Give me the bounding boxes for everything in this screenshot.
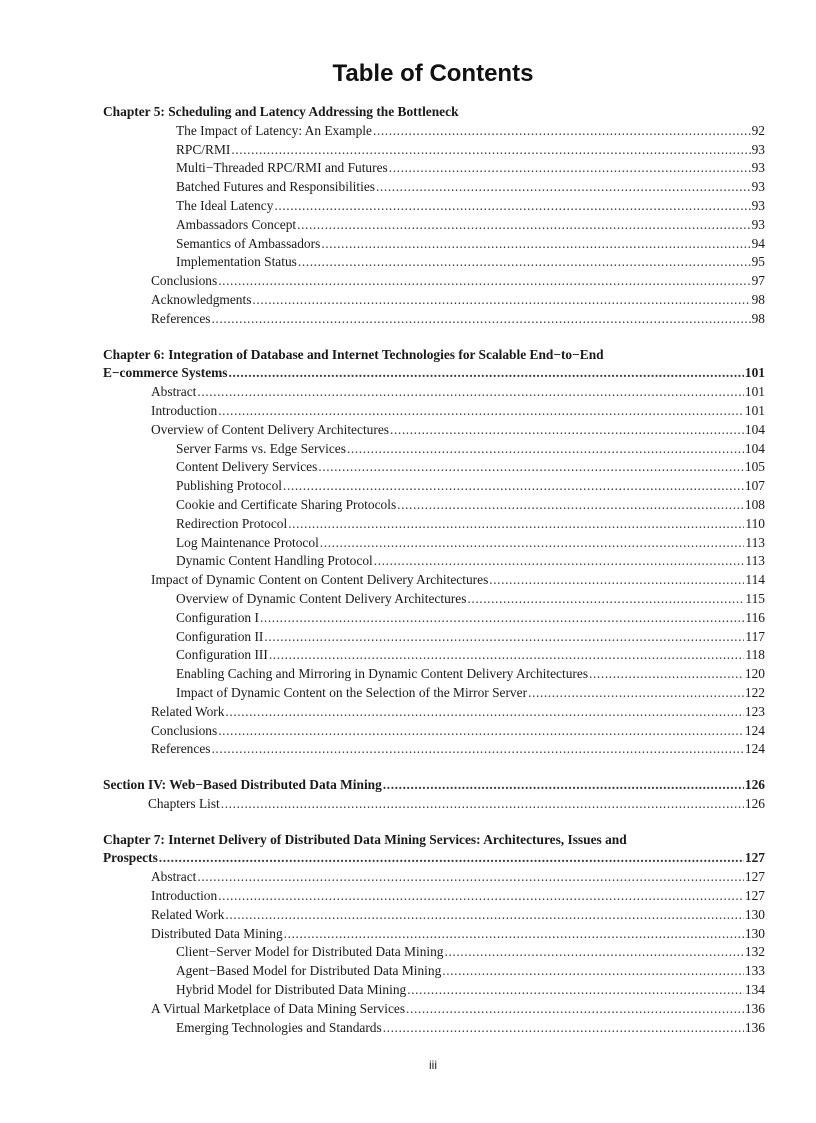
toc-entry-title: Hybrid Model for Distributed Data Mining [176,982,407,998]
section-gap [103,814,765,831]
dot-leader [288,515,744,534]
toc-entry-title: Introduction [151,888,218,904]
toc-entry-title: Client−Server Model for Distributed Data Mining [176,944,444,960]
toc-entry-title: Impact of Dynamic Content on Content Delivery Architectures [151,572,489,588]
dot-leader [211,310,750,329]
toc-page-number: 120 [744,666,765,682]
dot-leader [321,235,750,254]
toc-page-number: 104 [744,421,765,437]
toc-entry-title: Dynamic Content Handling Protocol [176,553,373,569]
dot-leader [318,458,744,477]
toc-entry[interactable] [103,178,765,197]
toc-entry-title: Impact of Dynamic Content on the Selection of the Mirror Server [176,684,528,700]
toc-entry[interactable] [103,291,765,310]
toc-entry-title: Content Delivery Services [176,459,318,475]
chapter-heading[interactable]: Chapter 6: Integration of Database and Internet Technologies for Scalable End−to−End [103,346,604,362]
toc-entry[interactable] [103,665,765,684]
chapter-heading-line[interactable] [103,849,765,868]
toc-entry-title: Configuration III [176,647,268,663]
dot-leader [320,534,745,553]
toc-entry[interactable] [103,628,765,647]
toc-entry[interactable] [103,272,765,291]
toc-entry-title: Server Farms vs. Edge Services [176,440,346,456]
toc-entry[interactable] [103,122,765,141]
toc-entry-title: The Impact of Latency: An Example [176,122,372,138]
dot-leader [445,943,744,962]
toc-page-number: 113 [745,553,765,569]
toc-entry[interactable] [103,235,765,254]
toc-page-number: 116 [745,609,765,625]
toc-entry[interactable] [103,571,765,590]
toc-entry-title: Log Maintenance Protocol [176,534,319,550]
toc-entry[interactable] [103,795,765,814]
dot-leader [397,496,744,515]
dot-leader [218,722,744,741]
toc-entry-title: Introduction [151,402,218,418]
toc-entry-title: Configuration II [176,628,264,644]
toc-page-number: 127 [744,869,765,885]
toc-page-number: 101 [744,384,765,400]
toc-entry-title: Overview of Dynamic Content Delivery Architectures [176,590,467,606]
dot-leader [159,849,744,868]
toc-entry-title: Related Work [151,906,225,922]
toc-entry[interactable] [103,1019,765,1038]
toc-entry[interactable] [103,197,765,216]
dot-leader [197,868,744,887]
toc-page-number: 124 [744,741,765,757]
toc-page-number: 117 [745,628,765,644]
toc-page-number: 93 [751,160,765,176]
toc-entry[interactable] [103,141,765,160]
toc-page-number: 133 [744,963,765,979]
toc-entry-title: Publishing Protocol [176,478,283,494]
dot-leader [376,178,751,197]
toc-entry-title: Abstract [151,869,197,885]
toc-page-number: 123 [744,703,765,719]
toc-entry-title: Configuration I [176,609,259,625]
toc-entry[interactable] [103,981,765,1000]
dot-leader [298,253,751,272]
toc-page-number: 130 [744,906,765,922]
toc-entry[interactable] [103,943,765,962]
toc-entry[interactable] [103,440,765,459]
dot-leader [225,703,743,722]
toc-entry-title: Section IV: Web−Based Distributed Data Mining [103,777,382,793]
toc-page-number: 108 [744,496,765,512]
toc-entry-title: Agent−Based Model for Distributed Data Mining [176,963,442,979]
toc-entry-title: Overview of Content Delivery Architectures [151,421,389,437]
page-number: iii [429,1058,437,1072]
toc-page-number: 136 [744,1000,765,1016]
dot-leader [347,440,744,459]
toc-entry-title: Conclusions [151,273,218,289]
toc-page-number: 93 [751,197,765,213]
toc-page-number: 97 [751,273,765,289]
toc-page-number: 114 [745,572,765,588]
toc-entry[interactable] [103,515,765,534]
section-gap [103,329,765,346]
dot-leader [211,740,743,759]
dot-leader [589,665,744,684]
dot-leader [264,628,744,647]
toc-entry[interactable] [103,925,765,944]
toc-page-number: 127 [744,888,765,904]
toc-page-number: 130 [744,925,765,941]
toc-page-number: 101 [744,365,765,381]
toc-entry[interactable] [103,962,765,981]
dot-leader [274,197,750,216]
toc-entry-title: Cookie and Certificate Sharing Protocols [176,496,397,512]
chapter-heading[interactable]: Chapter 7: Internet Delivery of Distributed Data Mining Services: Architectures, Issues and [103,831,627,847]
toc-entry[interactable] [103,458,765,477]
toc-entry-title: Distributed Data Mining [151,925,283,941]
toc-entry[interactable] [103,552,765,571]
dot-leader [374,552,745,571]
dot-leader [390,421,744,440]
toc-entry-title: Emerging Technologies and Standards [176,1019,382,1035]
toc-entry[interactable] [103,1000,765,1019]
toc-entry[interactable] [103,703,765,722]
dot-leader [197,383,744,402]
dot-leader [229,364,744,383]
toc-entry[interactable] [103,684,765,703]
toc-page-number: 92 [751,122,765,138]
toc-page-number: 98 [751,310,765,326]
toc-entry[interactable] [103,383,765,402]
chapter-heading-line[interactable] [103,364,765,383]
section-heading-line[interactable] [103,776,765,795]
section-gap [103,759,765,776]
toc-entry-title: Prospects [103,850,158,866]
toc-entry[interactable] [103,421,765,440]
dot-leader [218,272,750,291]
dot-leader [406,1000,744,1019]
toc-entry[interactable] [103,216,765,235]
page-title: Table of Contents [332,60,534,87]
toc-page-number: 93 [751,141,765,157]
toc-entry-title: Semantics of Ambassadors [176,235,321,251]
toc-entry[interactable] [103,868,765,887]
dot-leader [442,962,744,981]
toc-entry-title: Chapters List [148,795,220,811]
dot-leader [218,887,744,906]
toc-entry-title: References [151,310,211,326]
toc-entry[interactable] [103,159,765,178]
toc-page-number: 136 [744,1019,765,1035]
dot-leader [383,776,744,795]
toc-entry[interactable] [103,609,765,628]
dot-leader [383,1019,744,1038]
dot-leader [528,684,744,703]
toc-entry-title: Batched Futures and Responsibilities [176,179,375,195]
toc-page-number: 132 [744,944,765,960]
toc-page-number: 93 [751,179,765,195]
toc-entry-title: References [151,741,211,757]
toc-entry-title: Related Work [151,703,225,719]
toc-page-number: 101 [744,402,765,418]
toc-entry[interactable] [103,402,765,421]
toc-entry[interactable] [103,740,765,759]
toc-entry-title: The Ideal Latency [176,197,274,213]
toc-entry[interactable] [103,534,765,553]
dot-leader [407,981,744,1000]
dot-leader [284,925,744,944]
table-of-contents [103,103,765,1037]
toc-page-number: 134 [744,982,765,998]
toc-page-number: 98 [751,291,765,307]
dot-leader [225,906,743,925]
toc-page-number: 115 [745,590,765,606]
toc-entry[interactable] [103,310,765,329]
toc-page-number: 113 [745,534,765,550]
toc-entry[interactable] [103,496,765,515]
toc-page-number: 126 [744,795,765,811]
dot-leader [269,646,745,665]
toc-page-number: 124 [744,722,765,738]
toc-page-number: 104 [744,440,765,456]
toc-entry[interactable] [103,253,765,272]
toc-entry[interactable] [103,906,765,925]
dot-leader [252,291,750,310]
toc-entry-title: Abstract [151,384,197,400]
toc-entry[interactable] [103,722,765,741]
dot-leader [218,402,744,421]
toc-page-number: 110 [745,515,765,531]
toc-entry[interactable] [103,887,765,906]
dot-leader [467,590,744,609]
dot-leader [297,216,750,235]
dot-leader [231,141,750,160]
toc-page-number: 95 [751,254,765,270]
dot-leader [283,477,744,496]
dot-leader [389,159,751,178]
toc-entry[interactable] [103,590,765,609]
toc-entry-title: E−commerce Systems [103,365,228,381]
dot-leader [489,571,744,590]
toc-entry[interactable] [103,477,765,496]
toc-page-number: 105 [744,459,765,475]
toc-page-number: 118 [745,647,765,663]
chapter-heading[interactable]: Chapter 5: Scheduling and Latency Addressing the Bottleneck [103,104,459,119]
toc-entry-title: Enabling Caching and Mirroring in Dynamic Content Delivery Architectures [176,666,589,682]
toc-entry-title: RPC/RMI [176,141,231,157]
toc-entry-title: Redirection Protocol [176,515,288,531]
toc-page-number: 94 [751,235,765,251]
dot-leader [221,795,744,814]
toc-page-number: 127 [744,850,765,866]
toc-entry-title: Implementation Status [176,254,297,270]
dot-leader [373,122,751,141]
toc-entry-title: A Virtual Marketplace of Data Mining Services [151,1000,406,1016]
toc-entry-title: Multi−Threaded RPC/RMI and Futures [176,160,388,176]
toc-page-number: 122 [744,684,765,700]
dot-leader [260,609,744,628]
toc-entry-title: Conclusions [151,722,218,738]
toc-entry-title: Ambassadors Concept [176,216,297,232]
toc-entry[interactable] [103,646,765,665]
toc-page-number: 126 [744,777,765,793]
toc-page-number: 107 [744,478,765,494]
toc-entry-title: Acknowledgments [151,291,252,307]
toc-page-number: 93 [751,216,765,232]
